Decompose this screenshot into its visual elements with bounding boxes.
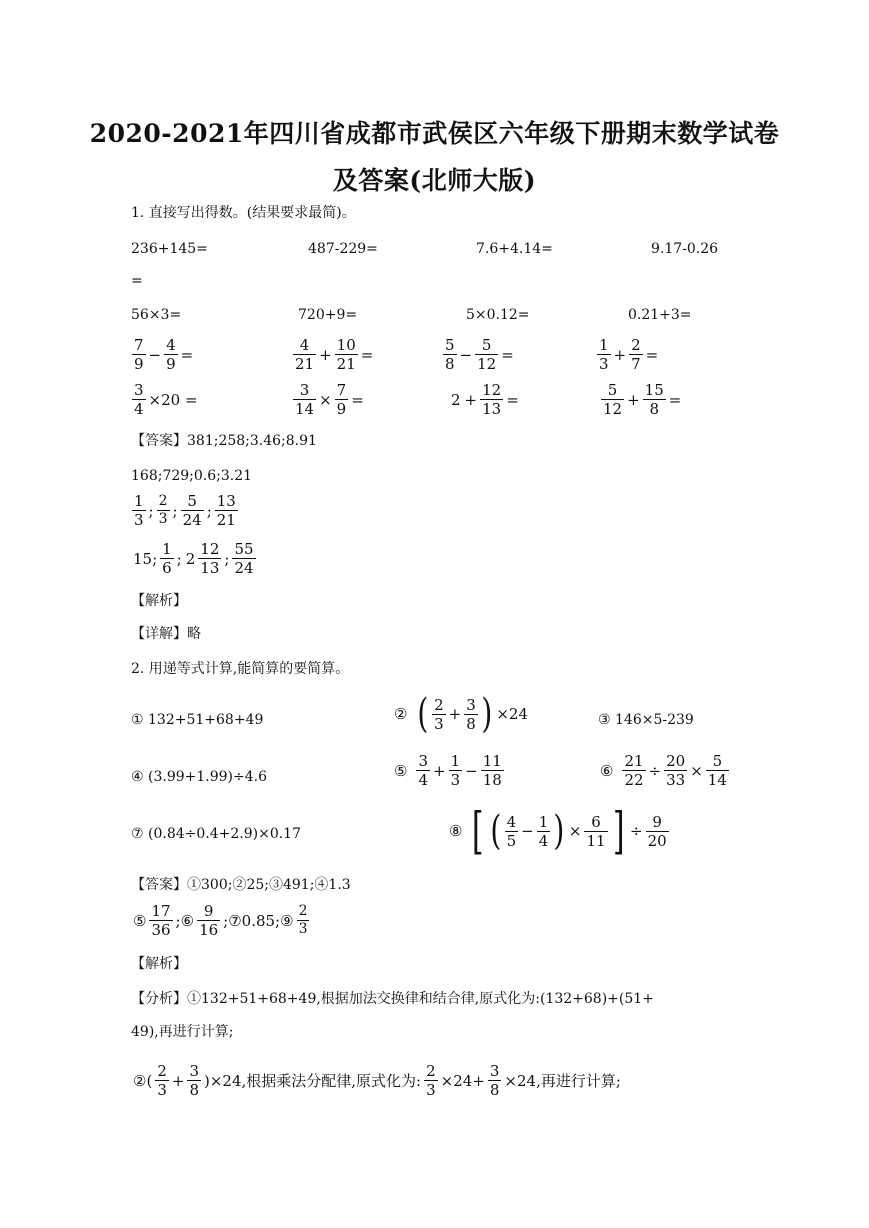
fraction: $\frac{2}{7}$ <box>631 336 641 373</box>
q1-answer-fractions: $\frac{1}{3}$ ; $\frac{2}{3}$ ; $\frac{5}{24}$ ; $\frac{13}{21}$ <box>134 492 236 529</box>
fraction: $\frac{1}{3}$ <box>599 336 609 373</box>
fraction: $\frac{4}{21}$ <box>295 336 315 373</box>
q1-detail: 【详解】略 <box>131 626 201 642</box>
q2-heading: 2. 用递等式计算,能简算的要简算。 <box>131 661 350 677</box>
fraction: $\frac{9}{20}$ <box>647 812 667 850</box>
fraction: $\frac{3}{8}$ <box>466 695 476 733</box>
q2-problem-3: ③ 146×5-239 <box>598 712 694 728</box>
q1-expr: 720+9= <box>298 307 358 323</box>
fraction: $\frac{4}{5}$ <box>506 812 517 850</box>
q1-fraction-expr: $\frac{3}{4}$ ×20 = <box>134 381 198 418</box>
q1-expr: 0.21+3= <box>628 307 692 323</box>
fraction: $\frac{9}{16}$ <box>199 902 219 939</box>
q2-fenxi-line: ②( $\frac{2}{3}$ + $\frac{3}{8}$ )×24,根据乘法分配律,原式化为: $\frac{2}{3}$ ×24+ $\frac{3}{8}$ ×24,再进行计算; <box>133 1062 621 1099</box>
q1-fraction-expr: 2 + $\frac{12}{13}$ = <box>451 381 519 418</box>
fraction: $\frac{5}{12}$ <box>477 336 497 373</box>
fraction: $\frac{12}{13}$ <box>200 540 220 577</box>
page-subtitle: 及答案(北师大版) <box>332 166 537 195</box>
q2-answer <box>131 876 351 894</box>
fraction: $\frac{55}{24}$ <box>234 540 254 577</box>
q2-problem-7: ⑦ (0.84÷0.4+2.9)×0.17 <box>131 826 301 842</box>
fraction: $\frac{3}{4}$ <box>418 752 428 789</box>
q1-expr: 7.6+4.14= <box>476 241 553 257</box>
fraction: $\frac{1}{3}$ <box>450 752 461 789</box>
answer-label: 【答案】 <box>131 877 187 893</box>
fraction: $\frac{1}{6}$ <box>162 540 172 577</box>
q2-problem-4: ④ (3.99+1.99)÷4.6 <box>131 769 267 785</box>
fraction: $\frac{1}{4}$ <box>538 812 549 850</box>
q2-answer-fractions: ⑤ $\frac{17}{36}$ ;⑥ $\frac{9}{16}$ ;⑦0.85;⑨ $\frac{2}{3}$ <box>133 902 308 939</box>
fraction: $\frac{5}{8}$ <box>445 336 455 373</box>
fraction: $\frac{1}{3}$ <box>134 492 144 529</box>
q1-fraction-expr: $\frac{1}{3}$ + $\frac{2}{7}$ = <box>599 336 659 373</box>
q2-problem-2: ② ( $\frac{2}{3}$ + $\frac{3}{8}$ ) ×24 <box>394 691 528 737</box>
fraction: $\frac{7}{9}$ <box>336 381 347 418</box>
q1-heading: 1. 直接写出得数。(结果要求最简)。 <box>131 205 356 221</box>
q1-expr: 9.17-0.26 <box>651 241 719 257</box>
fraction: $\frac{5}{24}$ <box>182 492 202 529</box>
fraction: $\frac{3}{8}$ <box>189 1062 199 1099</box>
fraction: $\frac{3}{14}$ <box>295 381 315 418</box>
q1-fraction-expr: $\frac{3}{14}$ × $\frac{7}{9}$ = <box>295 381 364 418</box>
q1-expr: 236+145= <box>131 241 208 257</box>
fraction: $\frac{4}{9}$ <box>166 336 176 373</box>
q1-expr: 487-229= <box>308 241 378 257</box>
q2-problem-5: ⑤ $\frac{3}{4}$ + $\frac{1}{3}$ − $\frac{11}{18}$ <box>394 752 502 789</box>
q2-fenxi-line: 【分析】①132+51+68+49,根据加法交换律和结合律,原式化为:(132+68)+(51+ <box>131 991 654 1007</box>
q1-expr: 5×0.12= <box>466 307 530 323</box>
page-title: 2020-2021年四川省成都市武侯区六年级下册期末数学试卷 <box>89 119 780 148</box>
q2-analysis: 【解析】 <box>131 956 187 972</box>
fraction: $\frac{2}{3}$ <box>158 493 168 527</box>
fraction: $\frac{3}{4}$ <box>134 381 144 418</box>
q1-analysis: 【解析】 <box>131 593 187 609</box>
q1-fraction-expr: $\frac{5}{12}$ + $\frac{15}{8}$ = <box>603 381 682 418</box>
q2-problem-8: ⑧ [ ( $\frac{4}{5}$ − $\frac{1}{4}$ ) × $\frac{6}{11}$ ] ÷ $\frac{9}{20}$ <box>449 802 667 860</box>
fraction: $\frac{5}{14}$ <box>707 752 727 789</box>
fraction: $\frac{20}{33}$ <box>666 752 686 789</box>
fraction: $\frac{10}{21}$ <box>336 336 356 373</box>
q1-answer <box>131 432 317 450</box>
q1-answer-fractions: 15; $\frac{1}{6}$ ; 2 $\frac{12}{13}$ ; $\frac{55}{24}$ <box>133 540 254 577</box>
fraction: $\frac{12}{13}$ <box>482 381 502 418</box>
fraction: $\frac{17}{36}$ <box>151 902 171 939</box>
q2-problem-1: ① 132+51+68+49 <box>131 712 264 728</box>
fraction: $\frac{21}{22}$ <box>624 752 644 789</box>
answer-text: 381;258;3.46;8.91 <box>187 433 317 449</box>
fraction: $\frac{13}{21}$ <box>216 492 236 529</box>
fraction: $\frac{15}{8}$ <box>644 381 664 418</box>
fraction: $\frac{2}{3}$ <box>298 903 308 937</box>
q2-problem-6: ⑥ $\frac{21}{22}$ ÷ $\frac{20}{33}$ × $\frac{5}{14}$ <box>600 752 727 789</box>
q1-expr-wrap: = <box>131 273 143 289</box>
q1-fraction-expr: $\frac{4}{21}$ + $\frac{10}{21}$ = <box>295 336 374 373</box>
fraction: $\frac{3}{8}$ <box>489 1062 500 1099</box>
fraction: $\frac{7}{9}$ <box>134 336 144 373</box>
answer-text: ①300;②25;③491;④1.3 <box>187 877 351 893</box>
q1-answer-line: 168;729;0.6;3.21 <box>131 468 253 484</box>
q1-fraction-expr: $\frac{7}{9}$ − $\frac{4}{9}$ = <box>134 336 194 373</box>
q2-fenxi-line: 49),再进行计算; <box>131 1024 234 1040</box>
q1-expr: 56×3= <box>131 307 182 323</box>
fraction: $\frac{2}{3}$ <box>426 1062 436 1099</box>
fraction: $\frac{6}{11}$ <box>586 812 606 850</box>
answer-label: 【答案】 <box>131 433 187 449</box>
fraction: $\frac{5}{12}$ <box>603 381 623 418</box>
fraction: $\frac{11}{18}$ <box>482 752 502 789</box>
fraction: $\frac{2}{3}$ <box>157 1062 167 1099</box>
q1-fraction-expr: $\frac{5}{8}$ − $\frac{5}{12}$ = <box>445 336 514 373</box>
fraction: $\frac{2}{3}$ <box>434 695 444 733</box>
